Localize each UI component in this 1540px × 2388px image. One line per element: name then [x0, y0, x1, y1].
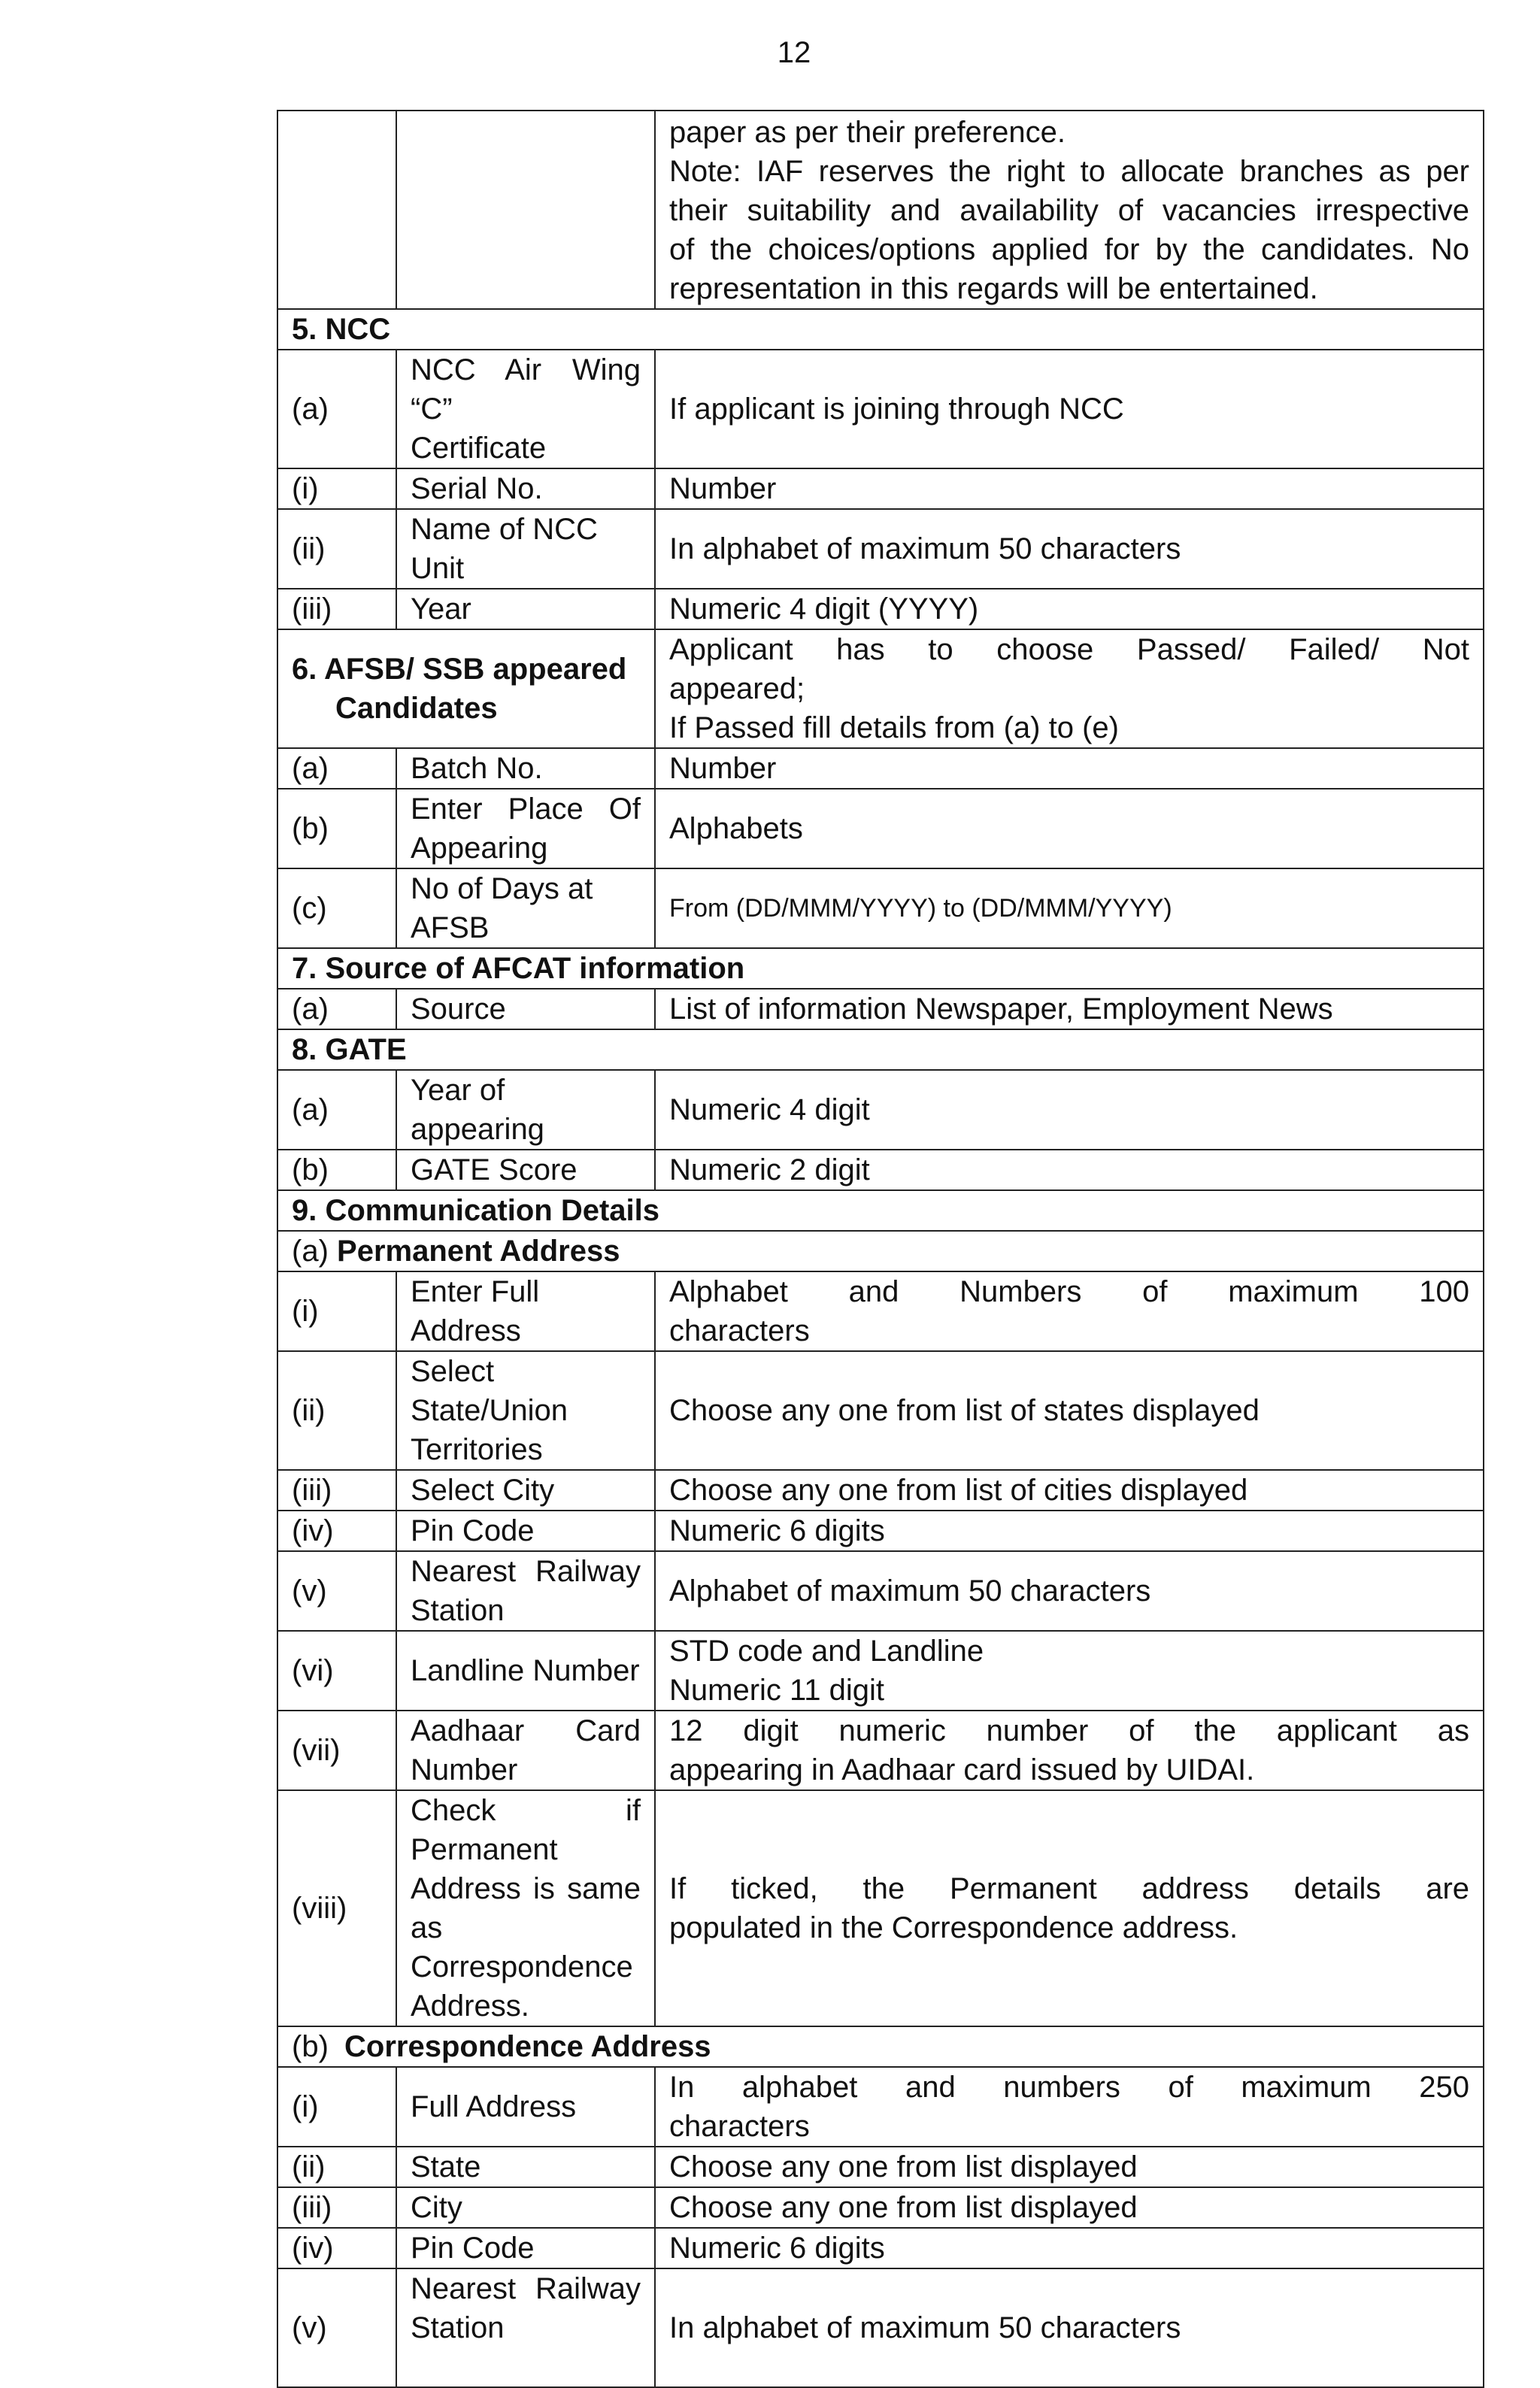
row-label-line: NCC Air Wing “C”	[411, 353, 641, 426]
row-label-line: Appearing	[411, 832, 548, 865]
row-value: Alphabet of maximum 50 characters	[655, 1551, 1484, 1631]
row-label: Enter Full Address	[396, 1271, 655, 1351]
row-label: Batch No.	[396, 748, 655, 789]
table-row	[277, 1790, 1484, 2026]
table-row	[277, 2147, 1484, 2187]
subsection-title	[277, 1231, 1484, 1271]
row-number: (v)	[277, 2268, 396, 2387]
section-title: 5. NCC	[277, 309, 1484, 350]
row-value: Numeric 4 digit	[655, 1070, 1484, 1150]
row-label: GATE Score	[396, 1150, 655, 1190]
note-line: of the choices/options applied for by the candidates. No	[669, 233, 1470, 266]
row-value-line: 12 digit numeric number of the applicant as	[669, 1714, 1470, 1747]
subsection-header-permanent	[277, 1231, 1484, 1271]
row-value: Number	[655, 748, 1484, 789]
section-title-line: Candidates	[335, 692, 498, 725]
row-label-line: Enter Place Of	[411, 792, 641, 826]
row-label-line: Aadhaar Card	[411, 1714, 641, 1747]
row-label-line: Check if Permanent	[411, 1794, 641, 1866]
section-header-gate	[277, 1029, 1484, 1070]
row-value: From (DD/MMM/YYYY) to (DD/MMM/YYYY)	[655, 868, 1484, 948]
table-row	[277, 789, 1484, 868]
row-label	[396, 1351, 655, 1470]
row-value: Numeric 4 digit (YYYY)	[655, 589, 1484, 629]
row-label	[396, 1711, 655, 1790]
row-label-line: Nearest Railway	[411, 2272, 641, 2305]
row-label: Select City	[396, 1470, 655, 1511]
row-label	[396, 1551, 655, 1631]
row-label: Pin Code	[396, 1511, 655, 1551]
row-label: Name of NCC Unit	[396, 509, 655, 589]
row-value	[655, 1711, 1484, 1790]
table-row	[277, 868, 1484, 948]
table-row	[277, 1351, 1484, 1470]
row-value	[655, 2067, 1484, 2147]
table-row	[277, 1711, 1484, 1790]
row-label-line: Address is same as	[411, 1872, 641, 1944]
row-value: Alphabets	[655, 789, 1484, 868]
table-row	[277, 1150, 1484, 1190]
table-row	[277, 589, 1484, 629]
row-label-line: Certificate	[411, 432, 547, 465]
row-value-line: STD code and Landline	[669, 1635, 984, 1668]
row-value: If applicant is joining through NCC	[655, 350, 1484, 468]
row-number: (i)	[277, 468, 396, 509]
page-number: 12	[777, 36, 811, 69]
row-value: Numeric 6 digits	[655, 2228, 1484, 2268]
section-title-line: 6. AFSB/ SSB appeared	[292, 653, 627, 686]
row-number: (a)	[277, 350, 396, 468]
continuation-label-cell	[396, 111, 655, 309]
row-number: (ii)	[277, 2147, 396, 2187]
row-value: Choose any one from list displayed	[655, 2147, 1484, 2187]
continuation-text-cell	[655, 111, 1484, 309]
row-number: (i)	[277, 1271, 396, 1351]
row-number: (vi)	[277, 1631, 396, 1711]
table-row	[277, 1470, 1484, 1511]
row-label-line: Station	[411, 1594, 505, 1627]
row-number: (iv)	[277, 1511, 396, 1551]
subsection-header-correspondence	[277, 2026, 1484, 2067]
table-row	[277, 989, 1484, 1029]
application-details-table	[277, 110, 1484, 2388]
table-row	[277, 2268, 1484, 2387]
row-label-line: Nearest Railway	[411, 1555, 641, 1588]
section-header-communication	[277, 1190, 1484, 1231]
table-row	[277, 2187, 1484, 2228]
section-title: 9. Communication Details	[277, 1190, 1484, 1231]
table-row	[277, 350, 1484, 468]
row-number: (iii)	[277, 2187, 396, 2228]
table-row	[277, 1551, 1484, 1631]
row-value-line: populated in the Correspondence address.	[669, 1911, 1238, 1944]
row-value	[655, 1271, 1484, 1351]
row-value	[655, 1631, 1484, 1711]
subsection-prefix: (a)	[292, 1235, 329, 1268]
row-label	[396, 2268, 655, 2387]
row-number: (viii)	[277, 1790, 396, 2026]
row-number: (c)	[277, 868, 396, 948]
section-description	[655, 629, 1484, 748]
description-line: Applicant has to choose Passed/ Failed/ Not	[669, 633, 1470, 666]
table-row	[277, 1511, 1484, 1551]
row-value-line: If ticked, the Permanent address details are	[669, 1872, 1470, 1905]
row-value-line: appearing in Aadhaar card issued by UIDAI.	[669, 1753, 1255, 1786]
continuation-num-cell	[277, 111, 396, 309]
section-title: 8. GATE	[277, 1029, 1484, 1070]
table-row	[277, 2067, 1484, 2147]
table-row	[277, 2228, 1484, 2268]
row-label: Source	[396, 989, 655, 1029]
note-line: Note: IAF reserves the right to allocate branches as per	[669, 155, 1470, 188]
subsection-title-text: Correspondence Address	[344, 2030, 711, 2063]
row-label: Pin Code	[396, 2228, 655, 2268]
subsection-title	[277, 2026, 1484, 2067]
row-number: (b)	[277, 789, 396, 868]
row-label: Serial No.	[396, 468, 655, 509]
row-number: (a)	[277, 989, 396, 1029]
row-number: (iii)	[277, 589, 396, 629]
row-value-line: characters	[669, 2110, 810, 2143]
row-label: Year of appearing	[396, 1070, 655, 1150]
row-number: (ii)	[277, 1351, 396, 1470]
continuation-row	[277, 111, 1484, 309]
row-number: (vii)	[277, 1711, 396, 1790]
section-header-source	[277, 948, 1484, 989]
description-line: If Passed fill details from (a) to (e)	[669, 711, 1119, 744]
row-number: (ii)	[277, 509, 396, 589]
row-value	[655, 1790, 1484, 2026]
table-row	[277, 1070, 1484, 1150]
row-label: City	[396, 2187, 655, 2228]
table-row	[277, 1271, 1484, 1351]
row-label: Full Address	[396, 2067, 655, 2147]
row-value: Numeric 6 digits	[655, 1511, 1484, 1551]
continuation-line: paper as per their preference.	[669, 116, 1066, 149]
row-number: (i)	[277, 2067, 396, 2147]
row-label-line: Territories	[411, 1433, 543, 1466]
row-value-line: Alphabet and Numbers of maximum 100	[669, 1275, 1470, 1308]
section-title	[277, 629, 655, 748]
row-label-line: Select State/Union	[411, 1355, 568, 1427]
row-value-line: In alphabet and numbers of maximum 250	[669, 2071, 1470, 2104]
row-label-line: Number	[411, 1753, 518, 1786]
row-label-line: Station	[411, 2311, 505, 2344]
row-number: (a)	[277, 1070, 396, 1150]
table-row	[277, 468, 1484, 509]
row-value-line: characters	[669, 1314, 810, 1347]
table-row	[277, 509, 1484, 589]
row-value: Choose any one from list displayed	[655, 2187, 1484, 2228]
row-value-line: Numeric 11 digit	[669, 1674, 885, 1707]
subsection-prefix: (b)	[292, 2030, 329, 2063]
row-label-line: Address.	[411, 1989, 529, 2023]
table-row	[277, 1631, 1484, 1711]
row-number: (a)	[277, 748, 396, 789]
description-line: appeared;	[669, 672, 805, 705]
section-header-afsb	[277, 629, 1484, 748]
row-number: (v)	[277, 1551, 396, 1631]
row-label: State	[396, 2147, 655, 2187]
row-label: No of Days at AFSB	[396, 868, 655, 948]
row-label	[396, 350, 655, 468]
subsection-title-text: Permanent Address	[337, 1235, 620, 1268]
row-number: (iv)	[277, 2228, 396, 2268]
row-label-line: Correspondence	[411, 1950, 633, 1983]
note-line: their suitability and availability of vacancies irrespective	[669, 194, 1470, 227]
row-value: List of information Newspaper, Employment News	[655, 989, 1484, 1029]
row-label: Year	[396, 589, 655, 629]
row-label	[396, 1790, 655, 2026]
row-number: (iii)	[277, 1470, 396, 1511]
table-row	[277, 748, 1484, 789]
row-value: Choose any one from list of states displayed	[655, 1351, 1484, 1470]
row-number: (b)	[277, 1150, 396, 1190]
note-line: representation in this regards will be entertained.	[669, 272, 1318, 305]
row-value: Choose any one from list of cities displayed	[655, 1470, 1484, 1511]
row-value: In alphabet of maximum 50 characters	[655, 2268, 1484, 2387]
section-header-ncc	[277, 309, 1484, 350]
row-label	[396, 789, 655, 868]
row-label: Landline Number	[396, 1631, 655, 1711]
row-value: Number	[655, 468, 1484, 509]
row-value: In alphabet of maximum 50 characters	[655, 509, 1484, 589]
section-title: 7. Source of AFCAT information	[277, 948, 1484, 989]
row-value: Numeric 2 digit	[655, 1150, 1484, 1190]
